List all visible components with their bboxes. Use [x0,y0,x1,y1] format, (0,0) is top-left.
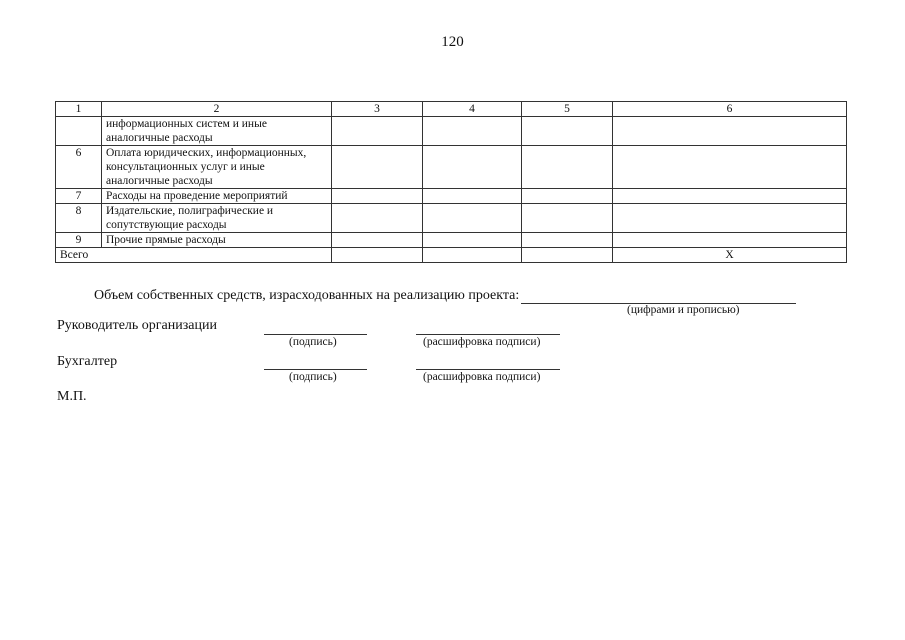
accountant-decoding-caption: (расшифровка подписи) [423,371,541,383]
value-cell [423,248,522,263]
value-cell [332,248,423,263]
stamp-label: М.П. [57,389,87,404]
value-cell [423,189,522,204]
value-cell [423,204,522,233]
value-cell [522,117,613,146]
row-name: Прочие прямые расходы [102,233,332,248]
value-cell [613,204,847,233]
head-signature-line [264,334,367,335]
header-cell: 5 [522,102,613,117]
own-funds-statement [94,288,796,304]
table-header-row [56,102,847,117]
value-cell [423,233,522,248]
own-funds-text: Объем собственных средств, израсходованных на реализацию проекта: [94,288,520,303]
row-name: Издательские, полиграфические и сопутствующие расходы [102,204,332,233]
header-cell: 2 [102,102,332,117]
table-row [56,189,847,204]
table-row [56,146,847,189]
accountant-signature-caption: (подпись) [289,371,337,383]
value-cell [423,117,522,146]
header-cell: 3 [332,102,423,117]
value-cell [332,189,423,204]
value-cell [332,117,423,146]
value-cell [423,146,522,189]
total-x-mark: X [613,248,847,263]
own-funds-caption: (цифрами и прописью) [627,304,740,316]
head-decoding-line [416,334,560,335]
head-decoding-caption: (расшифровка подписи) [423,336,541,348]
accountant-label: Бухгалтер [57,354,118,369]
header-cell: 1 [56,102,102,117]
value-cell [613,146,847,189]
value-cell [613,189,847,204]
head-of-organization-label: Руководитель организации [57,318,217,333]
expense-table [55,101,847,263]
row-number: 9 [56,233,102,248]
row-number: 7 [56,189,102,204]
head-signature-caption: (подпись) [289,336,337,348]
row-name: Расходы на проведение мероприятий [102,189,332,204]
table-row [56,204,847,233]
row-name: Оплата юридических, информационных, консультационных услуг и иные аналогичные расходы [102,146,332,189]
table-row [56,233,847,248]
value-cell [522,248,613,263]
own-funds-fill-line [521,288,796,304]
table-row [56,117,847,146]
value-cell [522,204,613,233]
page-number: 120 [441,34,464,50]
value-cell [613,233,847,248]
accountant-decoding-line [416,369,560,370]
row-number: 6 [56,146,102,189]
accountant-signature-line [264,369,367,370]
value-cell [332,233,423,248]
value-cell [522,233,613,248]
value-cell [522,189,613,204]
row-number: 8 [56,204,102,233]
row-name: информационных систем и иные аналогичные расходы [102,117,332,146]
value-cell [332,146,423,189]
header-cell: 4 [423,102,522,117]
row-number [56,117,102,146]
value-cell [332,204,423,233]
value-cell [613,117,847,146]
value-cell [522,146,613,189]
table-total-row [56,248,847,263]
total-label: Всего [56,248,332,263]
header-cell: 6 [613,102,847,117]
